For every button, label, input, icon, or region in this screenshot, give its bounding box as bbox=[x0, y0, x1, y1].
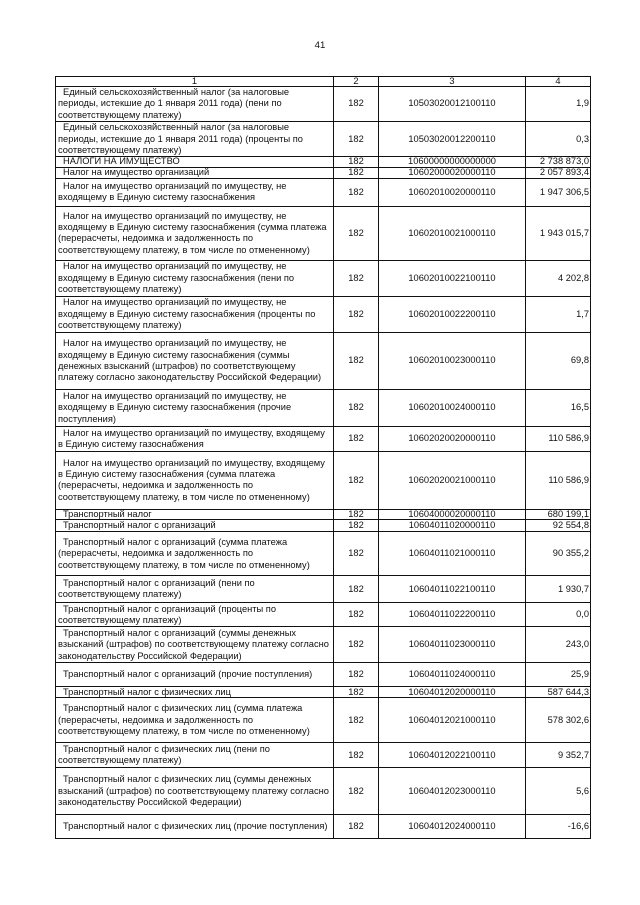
budget-code: 10503020012100110 bbox=[379, 87, 526, 122]
budget-code: 10602010024000110 bbox=[379, 389, 526, 426]
row-name: Транспортный налог с организаций (сумма платежа (перерасчеты, недоимка и задолженность по соответствующему платежу, в том числе по отмененному) bbox=[56, 532, 334, 576]
header-col-4: 4 bbox=[526, 77, 591, 87]
budget-code: 10602010021000110 bbox=[379, 206, 526, 260]
amount: 243,0 bbox=[526, 627, 591, 663]
amount: 69,8 bbox=[526, 332, 591, 389]
budget-code: 10503020012200110 bbox=[379, 122, 526, 157]
amount: 587 644,3 bbox=[526, 687, 591, 698]
amount: 578 302,6 bbox=[526, 698, 591, 743]
budget-code: 10604011023000110 bbox=[379, 627, 526, 663]
budget-code: 10602000020000110 bbox=[379, 167, 526, 178]
budget-code: 10602010022100110 bbox=[379, 260, 526, 296]
header-col-2: 2 bbox=[334, 77, 379, 87]
amount: 1,9 bbox=[526, 87, 591, 122]
amount: 0,3 bbox=[526, 122, 591, 157]
amount: 25,9 bbox=[526, 663, 591, 687]
amount: 2 057 893,4 bbox=[526, 167, 591, 178]
budget-code: 10604012020000110 bbox=[379, 687, 526, 698]
row-name: Транспортный налог с физических лиц (пени по соответствующему платежу) bbox=[56, 743, 334, 768]
row-name: Налог на имущество организаций по имуществу, не входящему в Единую систему газоснабжения (суммы денежных взысканий (штрафов) по соответствующему платежу согласно законодательству Российской Федерации) bbox=[56, 332, 334, 389]
table-row bbox=[56, 206, 591, 260]
table-row bbox=[56, 178, 591, 206]
table-row bbox=[56, 332, 591, 389]
admin-code: 182 bbox=[334, 768, 379, 815]
budget-table-body bbox=[56, 77, 591, 839]
amount: -16,6 bbox=[526, 815, 591, 839]
admin-code: 182 bbox=[334, 426, 379, 451]
admin-code: 182 bbox=[334, 178, 379, 206]
row-name: Налог на имущество организаций bbox=[56, 167, 334, 178]
table-row bbox=[56, 532, 591, 576]
row-name: Транспортный налог с физических лиц (суммы денежных взысканий (штрафов) по соответствующему платежу согласно законодательству Российской Федерации) bbox=[56, 768, 334, 815]
row-name: Единый сельскохозяйственный налог (за налоговые периоды, истекшие до 1 января 2011 года) (пени по соответствующему платежу) bbox=[56, 87, 334, 122]
admin-code: 182 bbox=[334, 389, 379, 426]
row-name: Транспортный налог bbox=[56, 509, 334, 520]
admin-code: 182 bbox=[334, 698, 379, 743]
table-row bbox=[56, 87, 591, 122]
row-name: Налог на имущество организаций по имуществу, не входящему в Единую систему газоснабжения bbox=[56, 178, 334, 206]
admin-code: 182 bbox=[334, 296, 379, 332]
table-row bbox=[56, 663, 591, 687]
table-row bbox=[56, 389, 591, 426]
admin-code: 182 bbox=[334, 87, 379, 122]
admin-code: 182 bbox=[334, 627, 379, 663]
row-name: Транспортный налог с организаций (суммы денежных взысканий (штрафов) по соответствующему платежу согласно законодательству Российской Федерации) bbox=[56, 627, 334, 663]
header-col-1: 1 bbox=[56, 77, 334, 87]
header-col-3: 3 bbox=[379, 77, 526, 87]
amount: 16,5 bbox=[526, 389, 591, 426]
table-row bbox=[56, 576, 591, 603]
admin-code: 182 bbox=[334, 603, 379, 627]
admin-code: 182 bbox=[334, 509, 379, 520]
budget-code: 10602010022200110 bbox=[379, 296, 526, 332]
admin-code: 182 bbox=[334, 743, 379, 768]
admin-code: 182 bbox=[334, 687, 379, 698]
row-name: Единый сельскохозяйственный налог (за налоговые периоды, истекшие до 1 января 2011 года) (проценты по соответствующему платежу) bbox=[56, 122, 334, 157]
row-name: Налог на имущество организаций по имуществу, входящему в Единую систему газоснабжения (сумма платежа (перерасчеты, недоимка и задолженность по соответствующему платежу, в том числе по отмененному) bbox=[56, 451, 334, 509]
amount: 5,6 bbox=[526, 768, 591, 815]
admin-code: 182 bbox=[334, 576, 379, 603]
row-name: НАЛОГИ НА ИМУЩЕСТВО bbox=[56, 157, 334, 168]
admin-code: 182 bbox=[334, 167, 379, 178]
budget-code: 10604011020000110 bbox=[379, 520, 526, 532]
admin-code: 182 bbox=[334, 122, 379, 157]
budget-code: 10602010023000110 bbox=[379, 332, 526, 389]
budget-code: 10602010020000110 bbox=[379, 178, 526, 206]
amount: 1 947 306,5 bbox=[526, 178, 591, 206]
amount: 1,7 bbox=[526, 296, 591, 332]
amount: 110 586,9 bbox=[526, 451, 591, 509]
amount: 4 202,8 bbox=[526, 260, 591, 296]
amount: 680 199,1 bbox=[526, 509, 591, 520]
row-name: Транспортный налог с организаций (проценты по соответствующему платежу) bbox=[56, 603, 334, 627]
row-name: Налог на имущество организаций по имуществу, не входящему в Единую систему газоснабжения (проценты по соответствующему платежу) bbox=[56, 296, 334, 332]
budget-code: 10604012021000110 bbox=[379, 698, 526, 743]
table-row bbox=[56, 768, 591, 815]
table-row bbox=[56, 509, 591, 520]
admin-code: 182 bbox=[334, 815, 379, 839]
budget-code: 10604012023000110 bbox=[379, 768, 526, 815]
page-number: 41 bbox=[314, 40, 326, 51]
budget-code: 10604012024000110 bbox=[379, 815, 526, 839]
amount: 1 943 015,7 bbox=[526, 206, 591, 260]
row-name: Транспортный налог с организаций (прочие поступления) bbox=[56, 663, 334, 687]
table-row bbox=[56, 426, 591, 451]
amount: 110 586,9 bbox=[526, 426, 591, 451]
row-name: Налог на имущество организаций по имуществу, не входящему в Единую систему газоснабжения (пени по соответствующему платежу) bbox=[56, 260, 334, 296]
budget-code: 10604012022100110 bbox=[379, 743, 526, 768]
budget-code: 10604000020000110 bbox=[379, 509, 526, 520]
budget-code: 10604011024000110 bbox=[379, 663, 526, 687]
row-name: Транспортный налог с физических лиц (сумма платежа (перерасчеты, недоимка и задолженность по соответствующему платежу, в том числе по отмененному) bbox=[56, 698, 334, 743]
table-row bbox=[56, 743, 591, 768]
amount: 92 554,8 bbox=[526, 520, 591, 532]
admin-code: 182 bbox=[334, 451, 379, 509]
admin-code: 182 bbox=[334, 206, 379, 260]
row-name: Транспортный налог с организаций bbox=[56, 520, 334, 532]
row-name: Налог на имущество организаций по имуществу, не входящему в Единую систему газоснабжения (прочие поступления) bbox=[56, 389, 334, 426]
budget-code: 10604011021000110 bbox=[379, 532, 526, 576]
amount: 1 930,7 bbox=[526, 576, 591, 603]
admin-code: 182 bbox=[334, 663, 379, 687]
budget-code: 10604011022200110 bbox=[379, 603, 526, 627]
admin-code: 182 bbox=[334, 532, 379, 576]
table-row bbox=[56, 157, 591, 168]
table-row bbox=[56, 627, 591, 663]
amount: 2 738 873,0 bbox=[526, 157, 591, 168]
table-row bbox=[56, 603, 591, 627]
admin-code: 182 bbox=[334, 260, 379, 296]
budget-code: 10600000000000000 bbox=[379, 157, 526, 168]
table-row bbox=[56, 687, 591, 698]
table-header-row bbox=[56, 77, 591, 87]
admin-code: 182 bbox=[334, 332, 379, 389]
row-name: Транспортный налог с физических лиц (прочие поступления) bbox=[56, 815, 334, 839]
budget-code: 10604011022100110 bbox=[379, 576, 526, 603]
row-name: Транспортный налог с физических лиц bbox=[56, 687, 334, 698]
table-row bbox=[56, 520, 591, 532]
row-name: Транспортный налог с организаций (пени по соответствующему платежу) bbox=[56, 576, 334, 603]
budget-table bbox=[55, 76, 591, 839]
table-row bbox=[56, 167, 591, 178]
admin-code: 182 bbox=[334, 157, 379, 168]
table-row bbox=[56, 260, 591, 296]
amount: 0,0 bbox=[526, 603, 591, 627]
budget-code: 10602020021000110 bbox=[379, 451, 526, 509]
row-name: Налог на имущество организаций по имуществу, входящему в Единую систему газоснабжения bbox=[56, 426, 334, 451]
table-row bbox=[56, 451, 591, 509]
amount: 90 355,2 bbox=[526, 532, 591, 576]
table-row bbox=[56, 698, 591, 743]
table-row bbox=[56, 122, 591, 157]
table-row bbox=[56, 296, 591, 332]
table-row bbox=[56, 815, 591, 839]
amount: 9 352,7 bbox=[526, 743, 591, 768]
admin-code: 182 bbox=[334, 520, 379, 532]
row-name: Налог на имущество организаций по имуществу, не входящему в Единую систему газоснабжения (сумма платежа (перерасчеты, недоимка и задолженность по соответствующему платежу, в том числе по отмененному) bbox=[56, 206, 334, 260]
budget-code: 10602020020000110 bbox=[379, 426, 526, 451]
